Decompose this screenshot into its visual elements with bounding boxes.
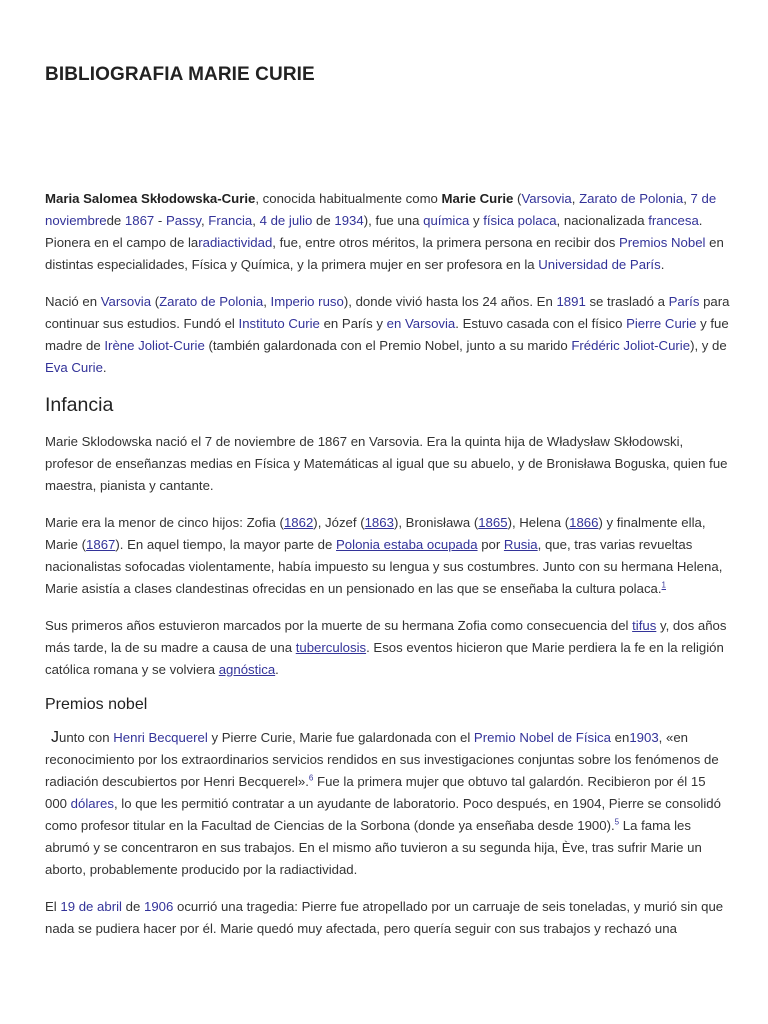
link-dolares[interactable]: dólares — [70, 796, 114, 811]
link-1866[interactable]: 1866 — [569, 515, 599, 530]
heading-premios-nobel: Premios nobel — [45, 696, 148, 713]
link-polonia-ocupada[interactable]: Polonia estaba ocupada — [336, 537, 478, 552]
link-pierre-curie[interactable]: Pierre Curie — [626, 316, 697, 331]
birth-paragraph: Nació en Varsovia (Zarato de Polonia, Imperio ruso), donde vivió hasta los 24 años. En 1891 se trasladó a París para continuar sus estudios. Fundó el Instituto Curie en París y en Varsovia. Estuvo casada con el físico Pierre Curie y fue madre de Irène Joliot-Curie (también galardonada con el Premio Nobel, junto a su marido Frédéric Joliot-Curie), y de Eva Curie. — [45, 294, 730, 375]
link-1867-b[interactable]: 1867 — [86, 537, 116, 552]
link-radiactividad[interactable]: radiactividad — [198, 235, 273, 250]
link-1891[interactable]: 1891 — [556, 294, 586, 309]
link-passy[interactable]: Passy — [166, 213, 201, 228]
link-1934[interactable]: 1934 — [334, 213, 364, 228]
link-irene-joliot-curie[interactable]: Irène Joliot-Curie — [104, 338, 205, 353]
link-1863[interactable]: 1863 — [364, 515, 394, 530]
infancia-paragraph-1: Marie Sklodowska nació el 7 de noviembre de 1867 en Varsovia. Era la quinta hija de Władysław Skłodowski, profesor de enseñanzas medias en Física y Matemáticas al igual que su abuelo, y de Bronisława Boguska, quien fue maestra, pianista y cantante. — [45, 434, 728, 493]
link-frederic-joliot-curie[interactable]: Frédéric Joliot-Curie — [571, 338, 691, 353]
link-premios-nobel[interactable]: Premios Nobel — [618, 235, 706, 250]
link-varsovia-2[interactable]: Varsovia — [100, 294, 152, 309]
link-1867[interactable]: 1867 — [124, 213, 155, 228]
link-19-de-abril[interactable]: 19 de abril — [60, 899, 122, 914]
infancia-paragraph-2: Marie era la menor de cinco hijos: Zofia (1862), Józef (1863), Bronisława (1865), Helena (1866) y finalmente ella, Marie (1867). En aquel tiempo, la mayor parte de Polonia estaba ocupada por Rusia, que, tras varias revueltas nacionalistas sofocadas violentamente, había impuesto su lengua y sus costumbres. Junto con su hermana Helena, Marie asistía a clases clandestinas ofrecidas en un pensionado en las que se enseñaba la cultura polaca.$^1$ — [45, 515, 723, 596]
article-body — [45, 188, 730, 955]
link-premio-nobel-fisica[interactable]: Premio Nobel de Física — [473, 730, 611, 745]
dropcap-letter: J — [51, 729, 59, 746]
link-tifus[interactable]: tifus — [632, 618, 657, 633]
link-fisica[interactable]: física — [483, 213, 514, 228]
link-tuberculosis[interactable]: tuberculosis — [295, 640, 367, 655]
link-francia[interactable]: Francia — [208, 213, 253, 228]
link-rusia[interactable]: Rusia — [503, 537, 538, 552]
intro-paragraph: Maria Salomea Skłodowska-Curie, conocida habitualmente como Marie Curie (Varsovia, Zarato de Polonia, 7 de noviembrede 1867 - Passy, Francia, 4 de julio de 1934), fue una química y física polaca, nacionalizada francesa. Pionera en el campo de laradiactividad, fue, entre otros méritos, la primera persona en recibir dos Premios Nobel en distintas especialidades, Física y Química, y la primera mujer en ser profesora en la Universidad de París. — [45, 191, 724, 272]
short-name: Marie Curie — [441, 191, 514, 206]
document-title: BIBLIOGRAFIA MARIE CURIE — [45, 64, 315, 85]
link-imperio-ruso[interactable]: Imperio ruso — [270, 294, 344, 309]
link-1903[interactable]: 1903 — [629, 730, 659, 745]
link-paris[interactable]: París — [668, 294, 700, 309]
heading-infancia: Infancia — [45, 394, 114, 416]
link-agnostica[interactable]: agnóstica — [218, 662, 276, 677]
link-varsovia[interactable]: Varsovia — [521, 191, 572, 206]
link-eva-curie[interactable]: Eva Curie — [45, 360, 103, 375]
infancia-paragraph-3: Sus primeros años estuvieron marcados por la muerte de su hermana Zofia como consecuencia del tifus y, dos años más tarde, la de su madre a causa de una tuberculosis. Esos eventos hicieron que Marie perdiera la fe en la religión católica romana y se volviera agnóstica. — [45, 618, 727, 677]
full-name: Maria Salomea Skłodowska-Curie — [45, 191, 256, 206]
link-1862[interactable]: 1862 — [283, 515, 314, 530]
link-polaca[interactable]: polaca — [517, 213, 557, 228]
link-quimica[interactable]: química — [423, 213, 470, 228]
link-universidad-de-paris[interactable]: Universidad de París — [538, 257, 661, 272]
footnote-ref-5[interactable]: 5 — [614, 817, 620, 827]
link-birth-date[interactable]: 7 de noviembre — [45, 191, 717, 228]
link-en-varsovia[interactable]: en Varsovia — [386, 316, 456, 331]
link-zarato-de-polonia[interactable]: Zarato de Polonia — [579, 191, 684, 206]
link-1906[interactable]: 1906 — [143, 899, 174, 914]
footnote-ref-6[interactable]: 6 — [308, 773, 314, 783]
link-francesa[interactable]: francesa — [648, 213, 699, 228]
link-death-date[interactable]: 4 de julio — [259, 213, 313, 228]
link-zarato-de-polonia-2[interactable]: Zarato de Polonia — [159, 294, 264, 309]
premios-paragraph-2: El 19 de abril de 1906 ocurrió una tragedia: Pierre fue atropellado por un carruaje de seis toneladas, y murió sin que nada se pudiera hacer por él. Marie quedó muy afectada, pero quería seguir con sus trabajos y rechazó una — [45, 899, 724, 936]
footnote-ref-1[interactable]: 1 — [661, 580, 666, 590]
link-instituto-curie[interactable]: Instituto Curie — [238, 316, 320, 331]
link-1865[interactable]: 1865 — [478, 515, 508, 530]
premios-paragraph-1: Junto con Henri Becquerel y Pierre Curie, Marie fue galardonada con el Premio Nobel de Física en1903, «en reconocimiento por los extraordinarios servicios rendidos en sus investigaciones conjuntas sobre los fenómenos de radiación descubiertos por Henri Becquerel».$^6$ Fue la primera mujer que obtuvo tal galardón. Recibieron por él 15 000 dólares, lo que les permitió contratar a un ayudante de laboratorio. Poco después, en 1904, Pierre se consolidó como profesor titular en la Facultad de Ciencias de la Sorbona (donde ya enseñaba desde 1900).$^5$ La fama les abrumó y se concentraron en sus trabajos. En el mismo año tuvieron a su segunda hija, Ève, tras sufrir Marie un aborto, probablemente producido por la radiactividad. — [45, 729, 721, 877]
link-henri-becquerel[interactable]: Henri Becquerel — [113, 730, 208, 745]
